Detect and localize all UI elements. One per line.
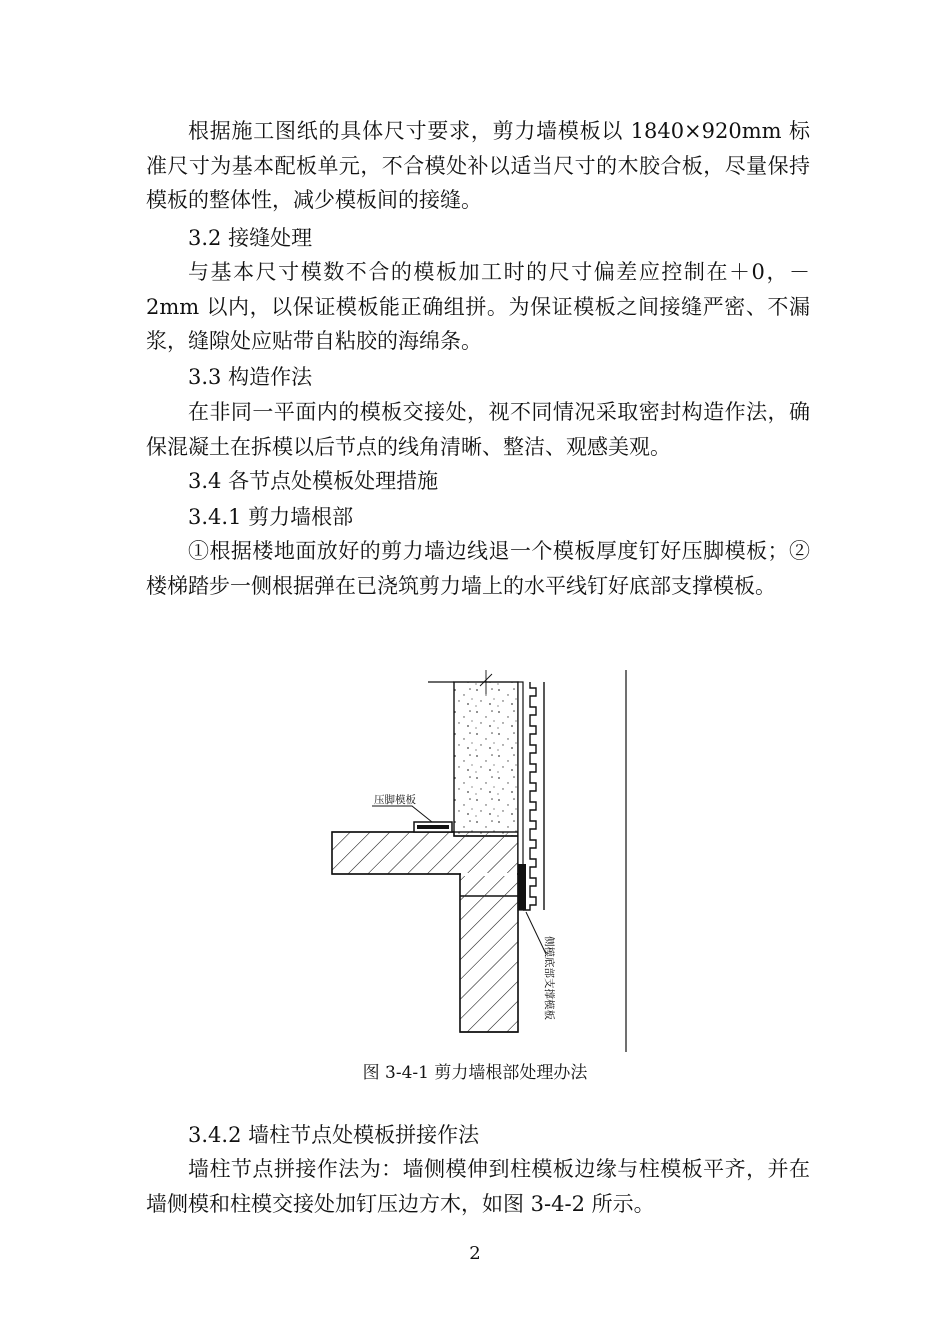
- support-board: [518, 864, 526, 910]
- label-base-board: 压脚模板: [374, 794, 416, 806]
- heading-3-4-2: 3.4.2 墙柱节点处模板拼接作法: [188, 1123, 480, 1147]
- label-support-board: 侧模底部支撑模板: [543, 936, 555, 1020]
- paragraph-5: 墙柱节点拼接作法为：墙侧模伸到柱模板边缘与柱模板平齐，并在墙侧模和柱模交接处加钉压边方木，如图 3-4-2 所示。: [146, 1157, 810, 1216]
- lower-wall: [460, 874, 518, 1032]
- heading-3-3: 3.3 构造作法: [188, 365, 313, 389]
- heading-3-4-1: 3.4.1 剪力墙根部: [188, 505, 354, 529]
- upper-wall: [454, 682, 518, 836]
- paragraph-1: 根据施工图纸的具体尺寸要求，剪力墙模板以 1840×920mm 标准尺寸为基本配板单元，不合模处补以适当尺寸的木胶合板，尽量保持模板的整体性，减少模板间的接缝。: [146, 119, 810, 212]
- paragraph-2: 与基本尺寸模数不合的模板加工时的尺寸偏差应控制在＋0，－2mm 以内，以保证模板能正确组拼。为保证模板之间接缝严密、不漏浆，缝隙处应贴带自粘胶的海绵条。: [146, 260, 810, 353]
- page-number: 2: [469, 1243, 481, 1264]
- heading-3-2: 3.2 接缝处理: [188, 226, 313, 250]
- paragraph-3: 在非同一平面内的模板交接处，视不同情况采取密封构造作法，确保混凝土在拆模以后节点的线角清晰、整洁、观感美观。: [146, 400, 810, 459]
- heading-3-4: 3.4 各节点处模板处理措施: [188, 469, 439, 493]
- wall-base-diagram: [320, 664, 640, 1056]
- paragraph-4: ①根据楼地面放好的剪力墙边线退一个模板厚度钉好压脚模板；②楼梯踏步一侧根据弹在已浇筑剪力墙上的水平线钉好底部支撑模板。: [146, 539, 810, 598]
- side-formwork: [523, 682, 544, 910]
- figure-caption: 图 3-4-1 剪力墙根部处理办法: [362, 1063, 588, 1083]
